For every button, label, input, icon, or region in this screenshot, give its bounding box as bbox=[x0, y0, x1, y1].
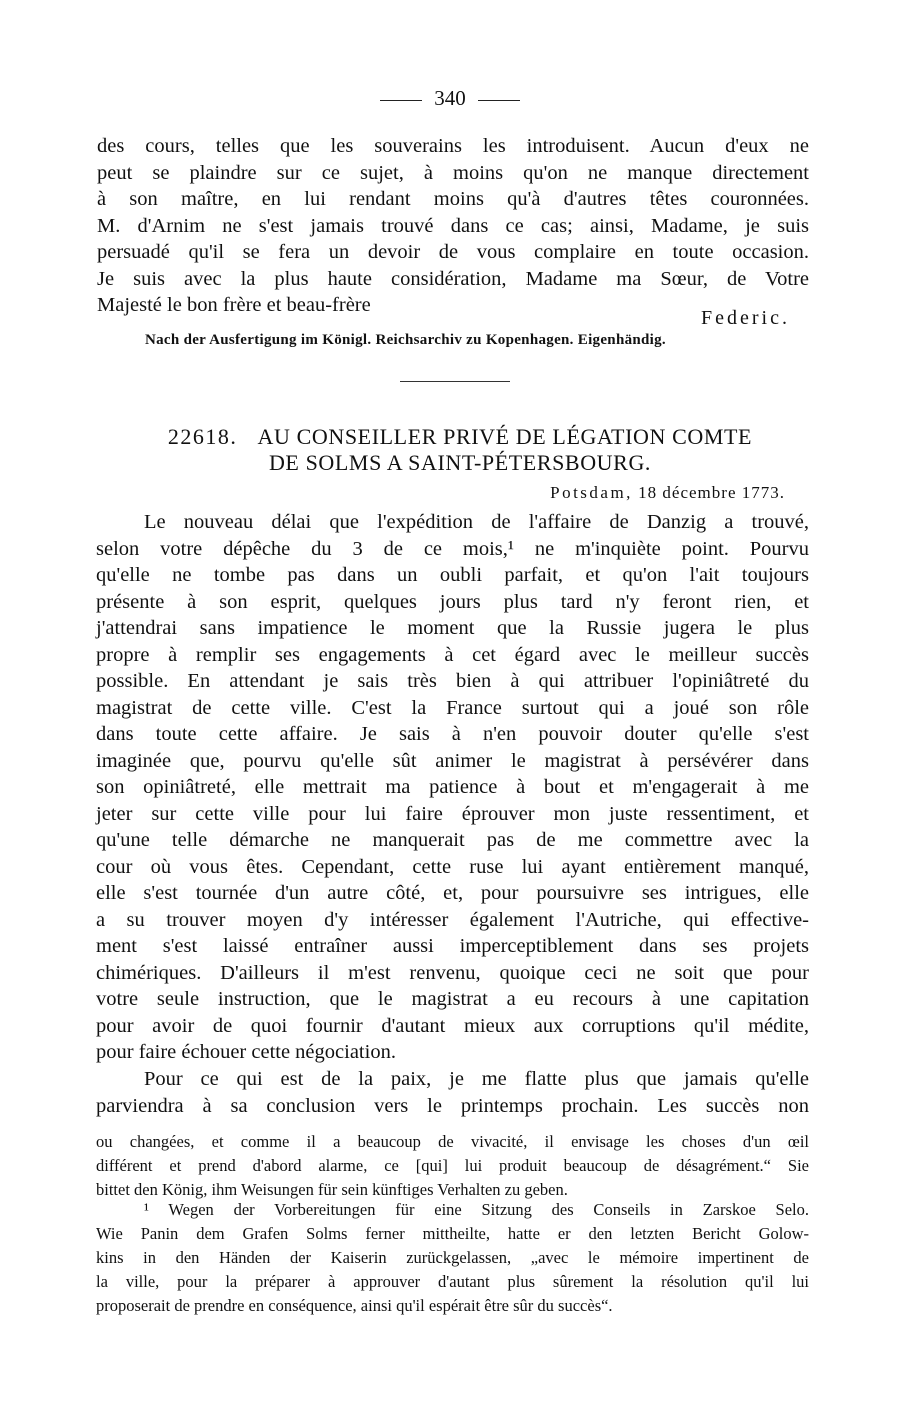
text-line: possible. En attendant je sais très bien à qui attribuer l'opiniâtreté du bbox=[96, 670, 809, 692]
footnote-line: bittet den König, ihm Weisungen für sein künftiges Verhalten zu geben. bbox=[96, 1180, 568, 1199]
heading-title: AU CONSEILLER PRIVÉ DE LÉGATION COMTE bbox=[257, 424, 753, 449]
text-line: a su trouver moyen d'y intéresser également l'Autriche, qui effective- bbox=[96, 908, 809, 931]
section-divider bbox=[400, 381, 510, 382]
text-line: M. d'Arnim ne s'est jamais trouvé dans ce cas; ainsi, Madame, je suis bbox=[97, 214, 809, 237]
footnote-line: Wie Panin dem Grafen Solms ferner mittheilte, hatte er den letzten Bericht Golow- bbox=[96, 1224, 809, 1243]
page-number-line bbox=[0, 86, 900, 111]
text-line: persuadé qu'il se fera un devoir de vous complaire en toute occasion. bbox=[97, 241, 809, 263]
text-line: magistrat de cette ville. C'est la France surtout qui a joué son rôle bbox=[96, 696, 809, 719]
dateline bbox=[550, 483, 785, 503]
letter-body-paragraph-2 bbox=[96, 1066, 809, 1119]
footnote-line: kins in den Händen der Kaiserin zurückgelassen, „avec le mémoire impertinent de bbox=[96, 1248, 809, 1267]
footnote-line: ou changées, et comme il a beaucoup de vivacité, il envisage les choses d'un œil bbox=[96, 1132, 809, 1151]
text-line: chimériques. D'ailleurs il m'est renvenu, quoique ceci ne soit que pour bbox=[96, 961, 809, 984]
text-line: dans toute cette affaire. Je sais à n'en pouvoir douter qu'elle s'est bbox=[96, 723, 809, 745]
text-line: pour faire échouer cette négociation. bbox=[96, 1041, 396, 1063]
text-line: elle s'est tournée d'un autre côté, et, pour poursuivre ses intrigues, elle bbox=[96, 882, 809, 904]
text-line: votre seule instruction, que le magistrat a eu recours à une capitation bbox=[96, 988, 809, 1010]
text-line: selon votre dépêche du 3 de ce mois,¹ ne m'inquiète point. Pourvu bbox=[96, 537, 809, 560]
letter-body-paragraph-1 bbox=[96, 509, 809, 1066]
heading-line-1 bbox=[140, 424, 780, 450]
footnote-line: ¹ Wegen der Vorbereitungen für eine Sitzung des Conseils in Zarskoe Selo. bbox=[144, 1200, 809, 1219]
left-dash bbox=[380, 100, 422, 101]
footnote-line: différent et prend d'abord alarme, ce [qui] lui produit beaucoup de désagrément.“ Sie bbox=[96, 1156, 809, 1175]
text-line: Pour ce qui est de la paix, je me flatte plus que jamais qu'elle bbox=[144, 1068, 809, 1090]
text-line: présente à son esprit, quelques jours plus tard n'y feront rien, et bbox=[96, 590, 809, 613]
text-line: ment s'est laissé entraîner aussi imperceptiblement dans ses projets bbox=[96, 935, 809, 957]
right-dash bbox=[478, 100, 520, 101]
text-line: qu'elle ne tombe pas dans un oubli parfait, et qu'on l'ait toujours bbox=[96, 564, 809, 586]
footnote-1 bbox=[96, 1198, 809, 1318]
date: 18 décembre 1773. bbox=[638, 483, 785, 502]
text-line: jeter sur cette ville pour lui faire éprouver mon juste ressentiment, et bbox=[96, 802, 809, 825]
previous-letter-text bbox=[97, 133, 809, 319]
text-line: pour avoir de quoi fournir d'autant mieux aux corruptions qu'il médite, bbox=[96, 1014, 809, 1037]
signature: Federic. bbox=[701, 307, 790, 329]
place: Potsdam, bbox=[550, 483, 633, 502]
text-line: qu'une telle démarche ne manquerait pas de me commettre avec la bbox=[96, 829, 809, 851]
text-line: à son maître, en lui rendant moins qu'à d'autres têtes couronnées. bbox=[97, 188, 809, 210]
text-line: Je suis avec la plus haute considération, Madame ma Sœur, de Votre bbox=[97, 267, 809, 290]
footnote-line: la ville, pour la préparer à approuver d'autant plus sûrement la résolution qu'il lui bbox=[96, 1272, 809, 1291]
text-line: Majesté le bon frère et beau-frère bbox=[97, 294, 371, 316]
text-line: cour où vous êtes. Cependant, cette ruse lui ayant entièrement manqué, bbox=[96, 855, 809, 878]
text-line: imaginée que, pourvu qu'elle sût animer le magistrat à persévérer dans bbox=[96, 749, 809, 772]
text-line: propre à remplir ses engagements à cet égard avec le meilleur succès bbox=[96, 643, 809, 666]
text-line: des cours, telles que les souverains les introduisent. Aucun d'eux ne bbox=[97, 135, 809, 157]
source-note: Nach der Ausfertigung im Königl. Reichsarchiv zu Kopenhagen. Eigenhändig. bbox=[145, 332, 666, 348]
footnote-line: proposerait de prendre en conséquence, ainsi qu'il espérait être sûr du succès“. bbox=[96, 1296, 613, 1315]
text-line: j'attendrai sans impatience le moment que la Russie jugera le plus bbox=[96, 617, 809, 639]
page-number: 340 bbox=[434, 86, 466, 110]
text-line: son opiniâtreté, elle mettrait ma patience à bout et m'engagerait à me bbox=[96, 776, 809, 798]
letter-number: 22618. bbox=[167, 424, 238, 449]
text-line: parviendra à sa conclusion vers le printemps prochain. Les succès non bbox=[96, 1094, 809, 1117]
heading-line-2: DE SOLMS A SAINT-PÉTERSBOURG. bbox=[268, 450, 652, 475]
footnote-continuation bbox=[96, 1130, 809, 1202]
text-line: peut se plaindre sur ce sujet, à moins qu'on ne manque directement bbox=[97, 161, 809, 184]
letter-heading bbox=[140, 424, 780, 476]
text-line: Le nouveau délai que l'expédition de l'affaire de Danzig a trouvé, bbox=[144, 511, 809, 533]
